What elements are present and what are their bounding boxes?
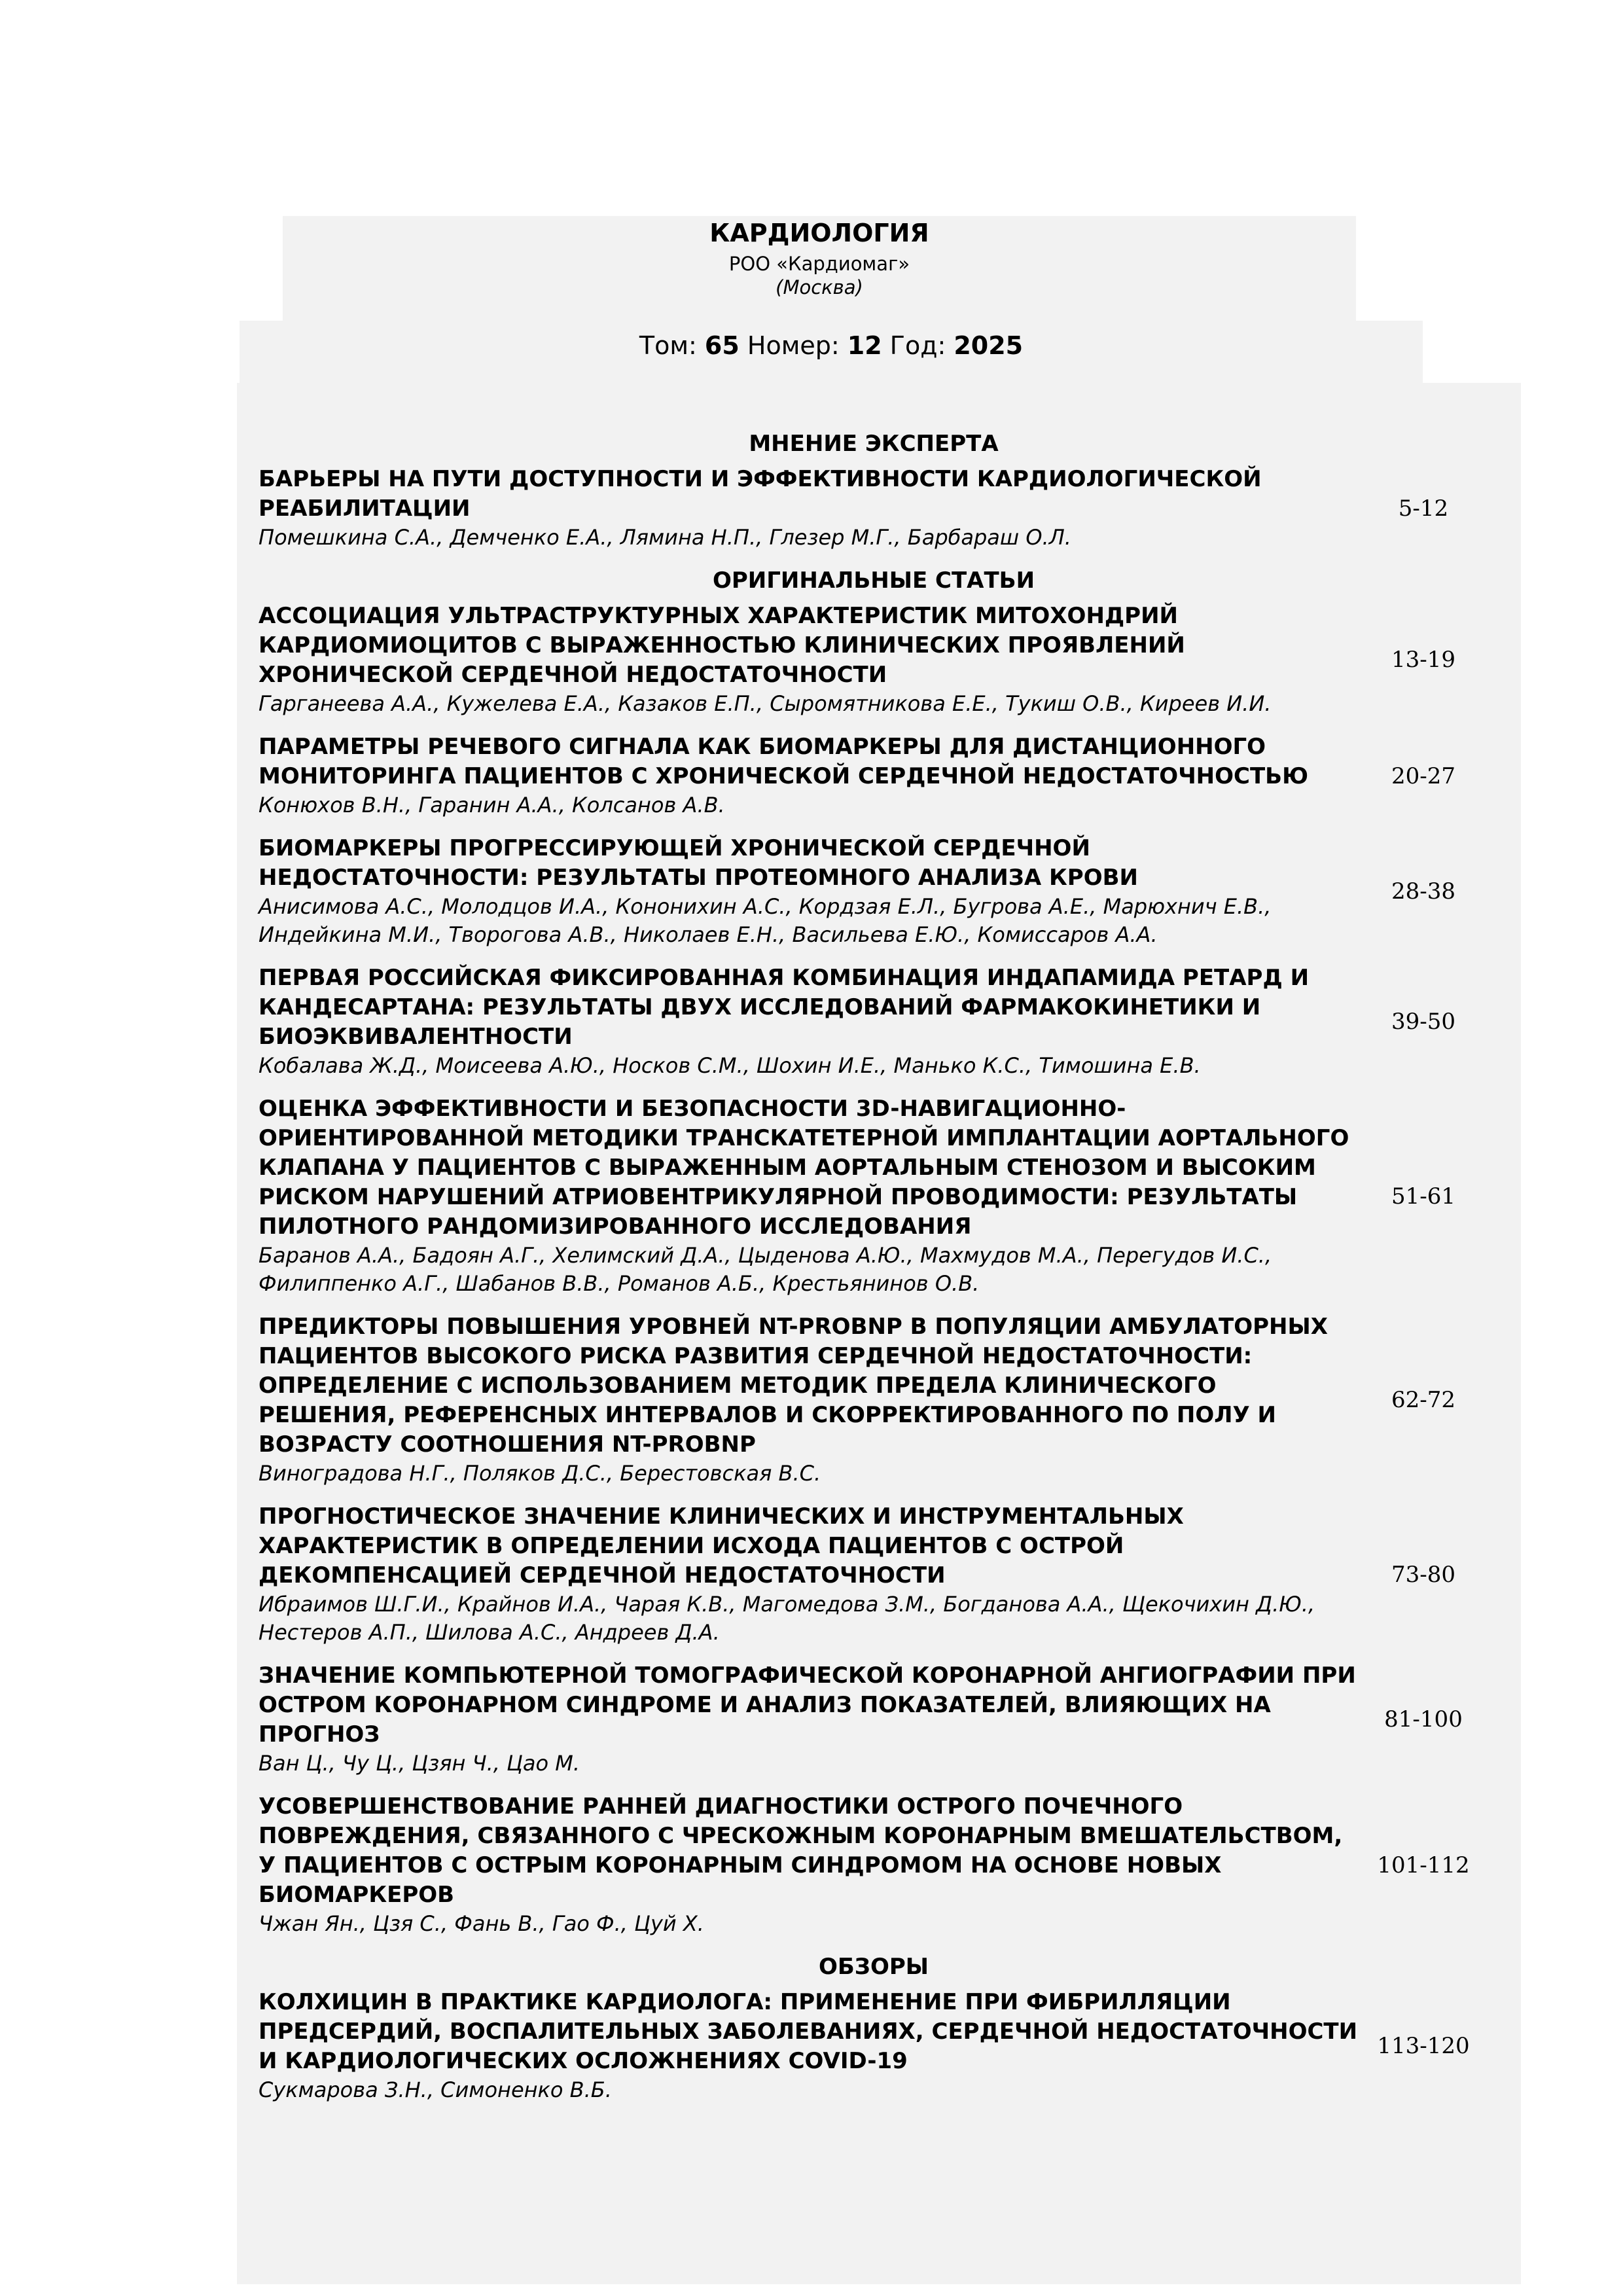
article-title[interactable]: ЗНАЧЕНИЕ КОМПЬЮТЕРНОЙ ТОМОГРАФИЧЕСКОЙ КОРОНАРНОЙ АНГИОГРАФИИ ПРИ ОСТРОМ КОРОНАРНОМ СИНДРОМЕ И АНАЛИЗ ПОКАЗАТЕЛЕЙ, ВЛИЯЮЩИХ НА ПРОГНОЗ	[259, 1662, 1356, 1748]
article-authors: Кобалава Ж.Д., Моисеева А.Ю., Носков С.М., Шохин И.Е., Манько К.С., Тимошина Е.В.	[259, 1053, 1201, 1078]
number-label: Номер:	[747, 331, 840, 360]
entry-text	[259, 732, 1358, 819]
article-title[interactable]: БИОМАРКЕРЫ ПРОГРЕССИРУЮЩЕЙ ХРОНИЧЕСКОЙ СЕРДЕЧНОЙ НЕДОСТАТОЧНОСТИ: РЕЗУЛЬТАТЫ ПРОТЕОМНОГО АНАЛИЗА КРОВИ	[259, 835, 1138, 891]
article-title[interactable]: ПРОГНОСТИЧЕСКОЕ ЗНАЧЕНИЕ КЛИНИЧЕСКИХ И ИНСТРУМЕНТАЛЬНЫХ ХАРАКТЕРИСТИК В ОПРЕДЕЛЕНИИ ИСХОДА ПАЦИЕНТОВ С ОСТРОЙ ДЕКОМПЕНСАЦИЕЙ СЕРДЕЧНОЙ НЕДОСТАТОЧНОСТИ	[259, 1503, 1184, 1588]
entry-text	[259, 963, 1358, 1080]
article-pages: 51-61	[1391, 1183, 1455, 1210]
entry-text	[259, 1792, 1358, 1938]
toc-entry[interactable]	[259, 1312, 1489, 1488]
publisher-city: (Москва)	[776, 276, 863, 298]
toc-entry[interactable]	[259, 1792, 1489, 1938]
entry-text	[259, 1988, 1358, 2104]
article-authors: Гарганеева А.А., Кужелева Е.А., Казаков Е.П., Сыромятникова Е.Е., Тукиш О.В., Киреев И.И.	[259, 691, 1272, 716]
entry-text	[259, 1502, 1358, 1647]
year-value: 2025	[954, 331, 1024, 360]
toc-entry[interactable]	[259, 1661, 1489, 1778]
toc-entry[interactable]	[259, 1094, 1489, 1298]
article-pages: 13-19	[1391, 647, 1455, 673]
article-authors: Сукмарова З.Н., Симоненко В.Б.	[259, 2077, 612, 2102]
toc-entry[interactable]	[259, 834, 1489, 949]
publisher: РОО «Кардиомаг»	[728, 253, 910, 275]
article-pages: 62-72	[1391, 1387, 1455, 1413]
article-authors: Анисимова А.С., Молодцов И.А., Кононихин А.С., Кордзая Е.Л., Бугрова А.Е., Марюхнич Е.В., Индейкина М.И., Творогова А.В., Николаев Е.Н., Васильева Е.Ю., Комиссаров А.А.	[259, 894, 1272, 947]
article-pages: 81-100	[1384, 1706, 1463, 1732]
toc-entry[interactable]	[259, 1988, 1489, 2104]
article-pages: 20-27	[1391, 762, 1455, 789]
entry-text	[259, 1661, 1358, 1778]
article-authors: Ван Ц., Чу Ц., Цзян Ч., Цао М.	[259, 1751, 580, 1776]
entry-text	[259, 1312, 1358, 1488]
toc-entry[interactable]	[259, 1502, 1489, 1647]
article-pages: 5-12	[1398, 495, 1449, 522]
article-pages: 39-50	[1391, 1009, 1455, 1035]
volume-value: 65	[704, 331, 740, 360]
article-title[interactable]: ОЦЕНКА ЭФФЕКТИВНОСТИ И БЕЗОПАСНОСТИ 3D-НАВИГАЦИОННО-ОРИЕНТИРОВАННОЙ МЕТОДИКИ ТРАНСКАТЕТЕРНОЙ ИМПЛАНТАЦИИ АОРТАЛЬНОГО КЛАПАНА У ПАЦИЕНТОВ С ВЫРАЖЕННЫМ АОРТАЛЬНЫМ СТЕНОЗОМ И ВЫСОКИМ РИСКОМ НАРУШЕНИЙ АТРИОВЕНТРИКУЛЯРНОЙ ПРОВОДИМОСТИ: РЕЗУЛЬТАТЫ ПИЛОТНОГО РАНДОМИЗИРОВАННОГО ИССЛЕДОВАНИЯ	[259, 1096, 1349, 1240]
article-title[interactable]: ПРЕДИКТОРЫ ПОВЫШЕНИЯ УРОВНЕЙ NT-PROBNP В ПОПУЛЯЦИИ АМБУЛАТОРНЫХ ПАЦИЕНТОВ ВЫСОКОГО РИСКА РАЗВИТИЯ СЕРДЕЧНОЙ НЕДОСТАТОЧНОСТИ: ОПРЕДЕЛЕНИЕ С ИСПОЛЬЗОВАНИЕМ МЕТОДИК ПРЕДЕЛА КЛИНИЧЕСКОГО РЕШЕНИЯ, РЕФЕРЕНСНЫХ ИНТЕРВАЛОВ И СКОРРЕКТИРОВАННОГО ПО ПОЛУ И ВОЗРАСТУ СООТНОШЕНИЯ NT-PROBNP	[259, 1314, 1328, 1458]
section-heading: ОБЗОРЫ	[818, 1954, 929, 1980]
toc-entry[interactable]	[259, 732, 1489, 819]
volume-label: Том:	[639, 331, 697, 360]
article-title[interactable]: АССОЦИАЦИЯ УЛЬТРАСТРУКТУРНЫХ ХАРАКТЕРИСТИК МИТОХОНДРИЙ КАРДИОМИОЦИТОВ С ВЫРАЖЕННОСТЬЮ КЛИНИЧЕСКИХ ПРОЯВЛЕНИЙ ХРОНИЧЕСКОЙ СЕРДЕЧНОЙ НЕДОСТАТОЧНОСТИ	[259, 603, 1185, 688]
section-heading: ОРИГИНАЛЬНЫЕ СТАТЬИ	[712, 567, 1035, 594]
number-value: 12	[847, 331, 882, 360]
entry-text	[259, 1094, 1358, 1298]
issue-info	[240, 331, 1423, 360]
article-authors: Виноградова Н.Г., Поляков Д.С., Берестовская В.С.	[259, 1461, 821, 1486]
article-pages: 28-38	[1391, 878, 1455, 905]
article-authors: Конюхов В.Н., Гаранин А.А., Колсанов А.В.	[259, 793, 725, 817]
article-title[interactable]: УСОВЕРШЕНСТВОВАНИЕ РАННЕЙ ДИАГНОСТИКИ ОСТРОГО ПОЧЕЧНОГО ПОВРЕЖДЕНИЯ, СВЯЗАННОГО С ЧРЕСКОЖНЫМ КОРОНАРНЫМ ВМЕШАТЕЛЬСТВОМ, У ПАЦИЕНТОВ С ОСТРЫМ КОРОНАРНЫМ СИНДРОМОМ НА ОСНОВЕ НОВЫХ БИОМАРКЕРОВ	[259, 1793, 1343, 1908]
article-title[interactable]: БАРЬЕРЫ НА ПУТИ ДОСТУПНОСТИ И ЭФФЕКТИВНОСТИ КАРДИОЛОГИЧЕСКОЙ РЕАБИЛИТАЦИИ	[259, 466, 1262, 522]
article-pages: 101-112	[1377, 1852, 1470, 1878]
article-authors: Помешкина С.А., Демченко Е.А., Лямина Н.П., Глезер М.Г., Барбараш О.Л.	[259, 525, 1071, 550]
article-authors: Чжан Ян., Цзя С., Фань В., Гао Ф., Цуй Х.	[259, 1911, 704, 1936]
toc-entry[interactable]	[259, 465, 1489, 552]
article-pages: 113-120	[1377, 2033, 1470, 2059]
article-pages: 73-80	[1391, 1561, 1455, 1588]
journal-title: КАРДИОЛОГИЯ	[709, 219, 929, 247]
article-title[interactable]: ПАРАМЕТРЫ РЕЧЕВОГО СИГНАЛА КАК БИОМАРКЕРЫ ДЛЯ ДИСТАНЦИОННОГО МОНИТОРИНГА ПАЦИЕНТОВ С ХРОНИЧЕСКОЙ СЕРДЕЧНОЙ НЕДОСТАТОЧНОСТЬЮ	[259, 734, 1309, 789]
year-label: Год:	[889, 331, 946, 360]
article-authors: Ибраимов Ш.Г.И., Крайнов И.А., Чарая К.В., Магомедова З.М., Богданова А.А., Щекочихин Д.Ю., Нестеров А.П., Шилова А.С., Андреев Д.А.	[259, 1592, 1315, 1645]
article-title[interactable]: КОЛХИЦИН В ПРАКТИКЕ КАРДИОЛОГА: ПРИМЕНЕНИЕ ПРИ ФИБРИЛЛЯЦИИ ПРЕДСЕРДИЙ, ВОСПАЛИТЕЛЬНЫХ ЗАБОЛЕВАНИЯХ, СЕРДЕЧНОЙ НЕДОСТАТОЧНОСТИ И КАРДИОЛОГИЧЕСКИХ ОСЛОЖНЕНИЯХ COVID-19	[259, 1989, 1358, 2074]
entry-text	[259, 601, 1358, 718]
section-heading: МНЕНИЕ ЭКСПЕРТА	[749, 431, 999, 457]
entry-text	[259, 834, 1358, 949]
toc-entry[interactable]	[259, 963, 1489, 1080]
table-of-contents	[259, 425, 1489, 2119]
article-authors: Баранов А.А., Бадоян А.Г., Хелимский Д.А., Цыденова А.Ю., Махмудов М.А., Перегудов И.С., Филиппенко А.Г., Шабанов В.В., Романов А.Б., Крестьянинов О.В.	[259, 1243, 1272, 1296]
article-title[interactable]: ПЕРВАЯ РОССИЙСКАЯ ФИКСИРОВАННАЯ КОМБИНАЦИЯ ИНДАПАМИДА РЕТАРД И КАНДЕСАРТАНА: РЕЗУЛЬТАТЫ ДВУХ ИССЛЕДОВАНИЙ ФАРМАКОКИНЕТИКИ И БИОЭКВИВАЛЕНТНОСТИ	[259, 965, 1310, 1050]
entry-text	[259, 465, 1358, 552]
toc-entry[interactable]	[259, 601, 1489, 718]
